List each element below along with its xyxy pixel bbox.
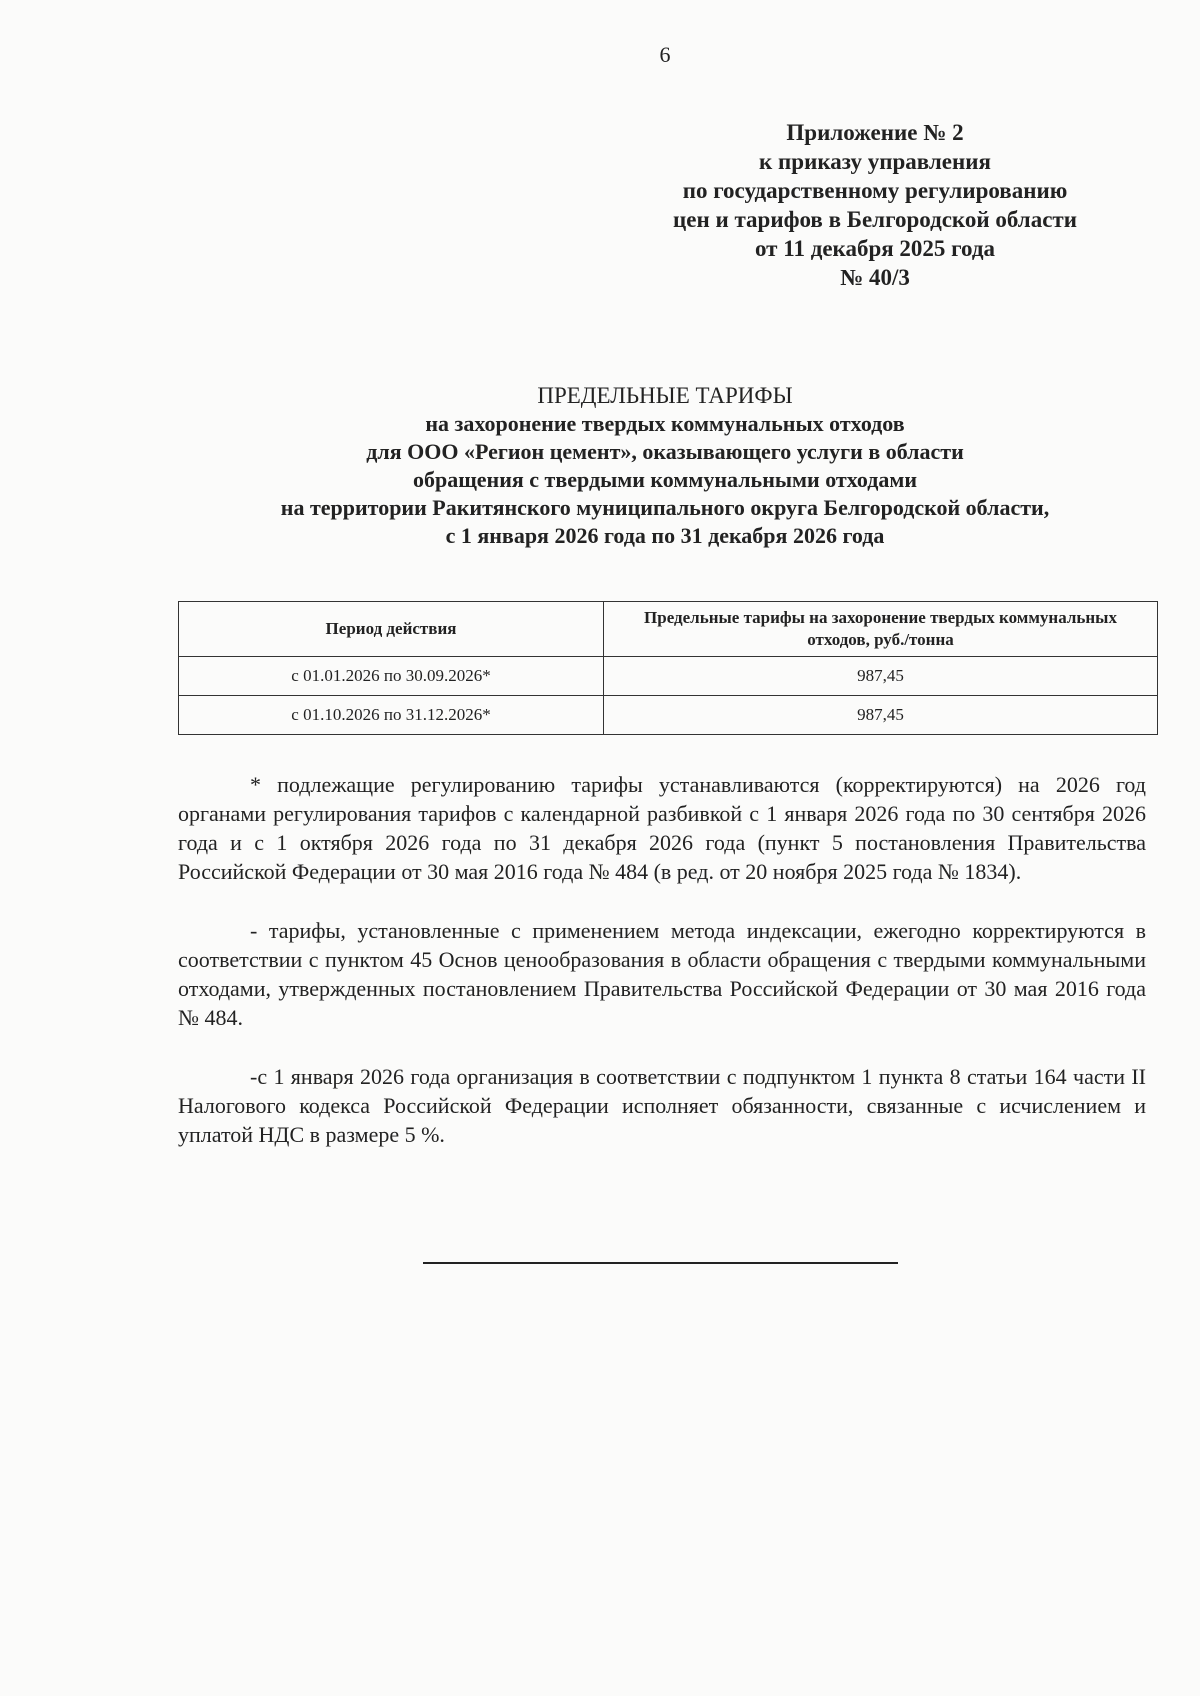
title-line: обращения с твердыми коммунальными отходами bbox=[412, 467, 918, 492]
title-line: на территории Ракитянского муниципального округа Белгородской области, bbox=[280, 495, 1050, 520]
table-row bbox=[179, 696, 1158, 735]
table-header-row bbox=[179, 602, 1158, 657]
tariff-cell: 987,45 bbox=[604, 696, 1158, 735]
appendix-line: от 11 декабря 2025 года bbox=[754, 236, 996, 261]
main-title: ПРЕДЕЛЬНЫЕ ТАРИФЫ bbox=[537, 383, 793, 408]
title-line: для ООО «Регион цемент», оказывающего услуги в области bbox=[366, 439, 964, 464]
note-paragraph: -с 1 января 2026 года организация в соответствии с подпунктом 1 пункта 8 статьи 164 части II Налогового кодекса Российской Федерации исполняет обязанности, связанные с исчислением и уплатой НДС в размере 5 %. bbox=[178, 1064, 1146, 1147]
appendix-line: к приказу управления bbox=[759, 149, 991, 174]
period-cell: с 01.10.2026 по 31.12.2026* bbox=[179, 696, 604, 735]
document-title bbox=[160, 382, 1170, 550]
appendix-line: № 40/3 bbox=[840, 265, 910, 290]
table-row bbox=[179, 657, 1158, 696]
tariff-cell: 987,45 bbox=[604, 657, 1158, 696]
title-line: на захоронение твердых коммунальных отходов bbox=[425, 411, 905, 436]
appendix-line: цен и тарифов в Белгородской области bbox=[673, 207, 1077, 232]
page-number: 6 bbox=[659, 42, 671, 67]
title-line: с 1 января 2026 года по 31 декабря 2026 года bbox=[445, 523, 885, 548]
header-period: Период действия bbox=[179, 602, 604, 657]
tariff-table bbox=[178, 601, 1158, 735]
header-tariff: Предельные тарифы на захоронение твердых коммунальных отходов, руб./тонна bbox=[604, 602, 1158, 657]
note-paragraph: * подлежащие регулированию тарифы устанавливаются (корректируются) на 2026 год органами регулирования тарифов с календарной разбивкой с 1 января 2026 года по 30 сентября 2026 года и с 1 октября 2026 года по 31 декабря 2026 года (пункт 5 постановления Правительства Российской Федерации от 30 мая 2016 года № 484 (в ред. от 20 ноября 2025 года № 1834). bbox=[178, 772, 1146, 884]
notes-section bbox=[178, 770, 1146, 1179]
appendix-line: по государственному регулированию bbox=[682, 178, 1068, 203]
note-paragraph: - тарифы, установленные с применением метода индексации, ежегодно корректируются в соответствии с пунктом 45 Основ ценообразования в области обращения с твердыми коммунальными отходами, утвержденных постановлением Правительства Российской Федерации от 30 мая 2016 года № 484. bbox=[178, 918, 1146, 1030]
period-cell: с 01.01.2026 по 30.09.2026* bbox=[179, 657, 604, 696]
appendix-header bbox=[640, 118, 1110, 292]
end-line-divider bbox=[423, 1262, 898, 1264]
appendix-line: Приложение № 2 bbox=[786, 120, 964, 145]
